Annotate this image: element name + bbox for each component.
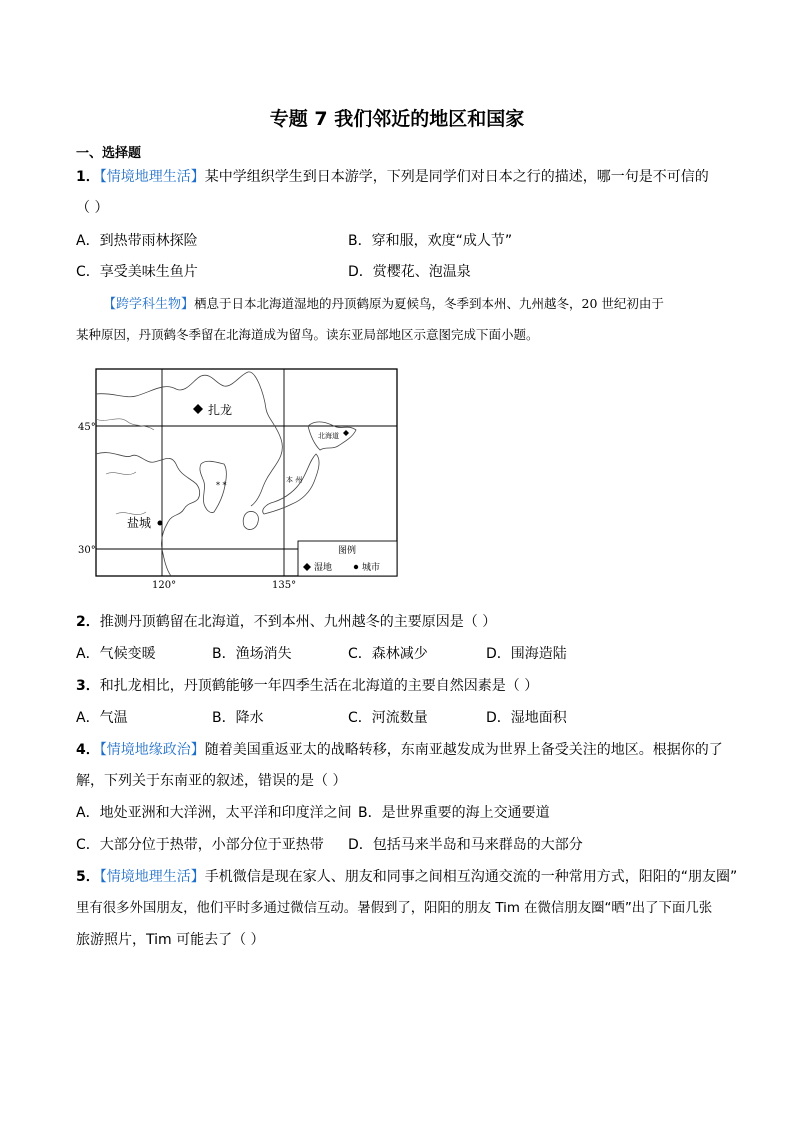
q1-option-d: D．赏樱花、泡温泉 <box>348 264 471 280</box>
lat-45-label: 45° <box>78 422 96 433</box>
question-stem: 推测丹顶鹤留在北海道，不到本州、九州越冬的主要原因是（ ） <box>99 614 497 630</box>
q1-option-c: C．享受美味生鱼片 <box>76 264 198 280</box>
question-4 <box>76 739 723 759</box>
q2-option-d: D．围海造陆 <box>486 646 567 662</box>
hokkaido-wetland-marker <box>343 430 349 436</box>
question-5 <box>76 866 737 886</box>
question-4-line-2: 解，下列关于东南亚的叙述，错误的是（ ） <box>76 773 347 789</box>
page-title: 专题 7 我们邻近的地区和国家 <box>269 108 525 130</box>
question-2 <box>76 611 496 631</box>
inland-rivers <box>96 419 154 515</box>
question-tag: 【情境地理生活】 <box>99 869 205 885</box>
zhalong-label: 扎龙 <box>208 403 233 417</box>
question-tag: 【情境地理生活】 <box>99 169 205 185</box>
legend-wetland-label: 湿地 <box>314 563 333 573</box>
question-stem: 和扎龙相比，丹顶鹤能够一年四季生活在北海道的主要自然因素是（ ） <box>99 678 539 694</box>
honshu-island <box>263 454 319 514</box>
section-heading: 一、选择题 <box>76 146 142 161</box>
honshu-label: 本 州 <box>286 476 303 484</box>
question-stem: 手机微信是现在家人、朋友和同事之间相互沟通交流的一种常用方式，阳阳的“朋友圈” <box>204 869 738 885</box>
question-stem: 随着美国重返亚太的战略转移，东南亚越发成为世界上备受关注的地区。根据你的了 <box>204 742 723 758</box>
question-stem: 某中学组织学生到日本游学，下列是同学们对日本之行的描述，哪一句是不可信的 <box>204 169 709 185</box>
q4-option-c: C．大部分位于热带，小部分位于亚热带 <box>76 837 324 853</box>
question-number: 4． <box>76 742 100 758</box>
east-asia-map <box>76 364 406 590</box>
question-number: 1． <box>76 169 100 185</box>
lon-135-label: 135° <box>272 580 297 590</box>
question-5-line-2: 里有很多外国朋友，他们平时多通过微信互动。暑假到了，阳阳的朋友 Tim 在微信朋友圈“晒”出了下面几张 <box>76 901 713 916</box>
zhalong-wetland-marker <box>193 404 203 414</box>
lon-120-label: 120° <box>152 580 177 590</box>
question-1 <box>76 166 709 186</box>
legend-title: 图例 <box>338 546 357 556</box>
hokkaido-label: 北海道 <box>318 432 339 440</box>
coastline-china <box>96 453 200 576</box>
q1-option-a: A．到热带雨林探险 <box>76 233 198 249</box>
intro-text-1: 栖息于日本北海道湿地的丹顶鹤原为夏候鸟，冬季到本州、九州越冬，20 世纪初由于 <box>194 296 664 311</box>
lat-30-label: 30° <box>78 545 96 556</box>
yancheng-city-marker <box>158 521 163 526</box>
yancheng-label: 盐城 <box>127 516 152 530</box>
coastline-russia <box>96 372 282 506</box>
question-5-line-3: 旅游照片，Tim 可能去了（ ） <box>76 932 265 948</box>
legend-city-icon <box>354 565 358 569</box>
question-tag: 【情境地缘政治】 <box>99 742 205 758</box>
q2-option-a: A．气候变暖 <box>76 646 156 662</box>
legend-city-label: 城市 <box>362 563 381 573</box>
q2-option-c: C．森林减少 <box>348 646 428 662</box>
q3-option-b: B．降水 <box>212 710 264 726</box>
question-1-paren: （ ） <box>76 200 109 216</box>
q3-option-a: A．气温 <box>76 710 128 726</box>
question-3 <box>76 675 538 695</box>
q4-option-b: B．是世界重要的海上交通要道 <box>358 805 550 821</box>
intro-tag: 【跨学科生物】 <box>103 297 195 312</box>
q4-option-d: D．包括马来半岛和马来群岛的大部分 <box>348 837 583 853</box>
star-marks: * * <box>216 481 227 490</box>
intro-line-1 <box>103 293 664 312</box>
question-number: 5． <box>76 869 100 885</box>
q1-option-b: B．穿和服，欢度“成人节” <box>348 233 513 249</box>
q4-option-a: A．地处亚洲和大洋洲，太平洋和印度洋之间 <box>76 805 352 821</box>
question-number: 3． <box>76 678 100 694</box>
q2-option-b: B．渔场消失 <box>212 646 292 662</box>
q3-option-c: C．河流数量 <box>348 710 428 726</box>
question-number: 2． <box>76 614 100 630</box>
intro-line-2: 某种原因，丹顶鹤冬季留在北海道成为留鸟。读东亚局部地区示意图完成下面小题。 <box>76 327 539 342</box>
q3-option-d: D．湿地面积 <box>486 710 567 726</box>
kyushu-island <box>243 511 258 529</box>
